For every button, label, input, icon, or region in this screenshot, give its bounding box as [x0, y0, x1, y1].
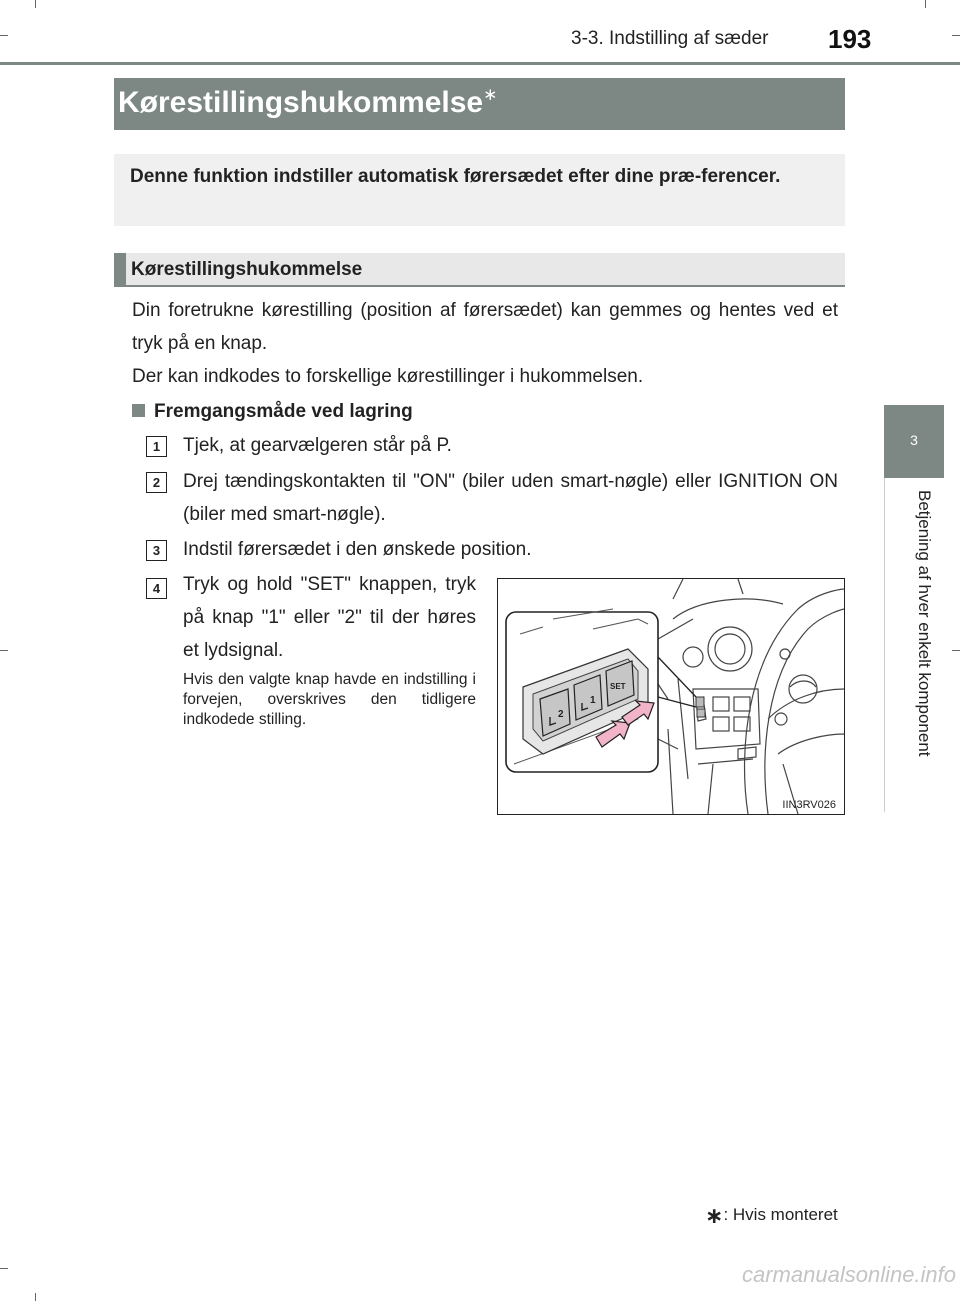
crop-mark: [952, 35, 960, 36]
paragraph: Der kan indkodes to forskellige kørestillinger i hukommelsen.: [132, 366, 644, 387]
step-text: Drej tændingskontakten til "ON" (biler uden smart-nøgle) eller IGNITION ON (biler med smart-nøgle).: [183, 471, 838, 525]
step-number: 4: [146, 578, 167, 599]
paragraph: Din foretrukne kørestilling (position af førersædet) kan gemmes og hentes ved et tryk på en knap.: [132, 300, 838, 354]
button-1-label: 1: [590, 695, 596, 706]
crop-mark: [0, 35, 8, 36]
procedure-heading: [132, 395, 838, 428]
crop-mark: [35, 0, 36, 8]
step-number: 3: [146, 540, 167, 561]
footnote: [705, 1200, 838, 1226]
step-note: Hvis den valgte knap havde en indstilling i forvejen, overskrives den tidligere indkodede stilling.: [183, 671, 476, 728]
figure-code: IIN3RV026: [782, 799, 836, 811]
page-title-text: Kørestillingshukommelse: [118, 86, 484, 119]
step-text: Tjek, at gearvælgeren står på P.: [183, 435, 452, 456]
page-title: [114, 78, 845, 130]
section-title: 3-3. Indstilling af sæder: [571, 28, 769, 49]
crop-mark: [0, 1268, 8, 1269]
dashboard-illustration: [498, 579, 844, 814]
footnote-marker: ∗: [705, 1203, 724, 1228]
optional-equipment-marker: ∗: [483, 85, 498, 104]
subheading: Kørestillingshukommelse: [114, 253, 845, 287]
square-bullet-icon: [132, 404, 145, 417]
crop-mark: [925, 0, 926, 8]
crop-mark: [952, 650, 960, 651]
footnote-text: : Hvis monteret: [723, 1205, 838, 1224]
illustration-memory-buttons: [497, 578, 845, 815]
step-number: 2: [146, 472, 167, 493]
procedure-heading-text: Fremgangsmåde ved lagring: [154, 401, 413, 422]
watermark: carmanualsonline.info: [742, 1262, 957, 1287]
page-number: 193: [828, 24, 872, 54]
step-number: 1: [146, 436, 167, 457]
button-set-label: SET: [610, 682, 626, 691]
crop-mark: [35, 1293, 36, 1301]
intro-box: Denne funktion indstiller automatisk førersædet efter dine præ-ferencer.: [114, 154, 845, 226]
button-2-label: 2: [558, 709, 564, 720]
step-text: Indstil førersædet i den ønskede position.: [183, 539, 532, 560]
chapter-title: Betjening af hver enkelt komponent: [915, 490, 934, 757]
chapter-tab: 3: [884, 405, 944, 478]
header-divider: [0, 62, 960, 65]
crop-mark: [0, 650, 8, 651]
step-text: Tryk og hold "SET" knappen, tryk på knap "1" eller "2" til der høres et lydsignal.: [183, 574, 476, 661]
